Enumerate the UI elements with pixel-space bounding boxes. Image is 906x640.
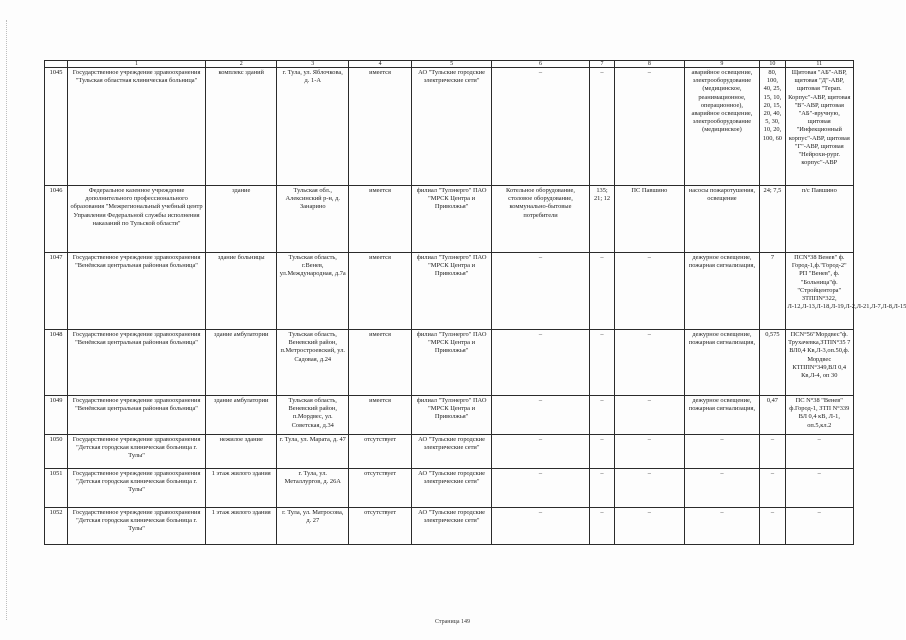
power-supplier: филиал "Тулэнерго" ПАО "МРСК Центра и Приволжья" <box>412 330 492 396</box>
cell-10: 7 <box>760 253 785 330</box>
cell-8: – <box>615 68 684 186</box>
registry-table <box>44 60 906 545</box>
cell-10: – <box>760 435 785 469</box>
cell-11: Щитовая "АБ"-АВР, щитовая "Д"-АВР, щитовая "Терап. Корпус"-АВР, щитовая "В"-АВР, щитовая "АБ"-вручную, щитовая "Инфекционный корпус"-АВР, щитовая "Г"-АВР, щитовая "Нейрохи-рург. корпус"-АВР <box>785 68 853 186</box>
page-number: Страница 149 <box>434 619 471 625</box>
cell-8: ПС Павшино <box>615 186 684 253</box>
cell-10: – <box>760 469 785 508</box>
cell-7: – <box>589 469 614 508</box>
presence-status: отсутствует <box>349 508 412 545</box>
cell-11: ПС N°38 "Венев" ф.Город-1, ЗТП N°339 ВЛ 0,4 кВ, Л-1, оп.5,кл.2 <box>785 396 853 435</box>
cell-9: дежурное освещение, пожарная сигнализация, <box>684 253 760 330</box>
cell-7: 135; 21; 12 <box>589 186 614 253</box>
cell-9: – <box>684 508 760 545</box>
presence-status: имеется <box>349 186 412 253</box>
cell-7: – <box>589 508 614 545</box>
table-row <box>45 186 854 253</box>
power-supplier: филиал "Тулэнерго" ПАО "МРСК Центра и Приволжья" <box>412 186 492 253</box>
cell-9: – <box>684 469 760 508</box>
cell-7: – <box>589 396 614 435</box>
object-type: здание <box>205 186 277 253</box>
address: г. Тула, ул. Марата, д. 47 <box>277 435 349 469</box>
cell-9: – <box>684 435 760 469</box>
cell-11: ПСN°38 Венев" ф. Город-1,ф."Город-2" РП "Венев", ф. "Больница"ф. "Стройцентора" ЗТППN°322, Л-12,Л-13,Л-18,Л-19,Л-2,Л-21,Л-7,Л-8,Л-15 <box>785 253 853 330</box>
address: г. Тула, ул. Яблочкова, д. 1-А <box>277 68 349 186</box>
header-cell: 4 <box>349 61 412 68</box>
institution-name: Государственное учреждение здравоохранения "Венёвская центральная районная больница" <box>68 253 206 330</box>
cell-7: – <box>589 330 614 396</box>
cell-10: 0,47 <box>760 396 785 435</box>
object-type: 1 этаж жилого здания <box>205 469 277 508</box>
address: Тульская обл., Алексинский р-н, д. Занарино <box>277 186 349 253</box>
object-type: нежилое здание <box>205 435 277 469</box>
header-cell: 3 <box>277 61 349 68</box>
cell-7: – <box>589 253 614 330</box>
table-row <box>45 253 854 330</box>
cell-11: – <box>785 508 853 545</box>
cell-8: – <box>615 508 684 545</box>
header-cell: 10 <box>760 61 785 68</box>
address: Тульская область, Веневский район, п.Метростроевский, ул. Садовая, д.24 <box>277 330 349 396</box>
institution-name: Государственное учреждение здравоохранения "Детская городская клиническая больница г. Тулы" <box>68 435 206 469</box>
cell-8: – <box>615 396 684 435</box>
row-number: 1046 <box>45 186 68 253</box>
power-supplier: АО "Тульские городские электрические сети" <box>412 68 492 186</box>
power-supplier: АО "Тульские городские электрические сети" <box>412 508 492 545</box>
institution-name: Государственное учреждение здравоохранения "Венёвская центральная районная больница" <box>68 330 206 396</box>
table-row <box>45 68 854 186</box>
cell-7: – <box>589 68 614 186</box>
cell-8: – <box>615 330 684 396</box>
row-number: 1052 <box>45 508 68 545</box>
presence-status: отсутствует <box>349 469 412 508</box>
power-supplier: АО "Тульские городские электрические сети" <box>412 469 492 508</box>
presence-status: имеется <box>349 396 412 435</box>
header-row <box>45 61 854 68</box>
cell-9: дежурное освещение, пожарная сигнализация, <box>684 330 760 396</box>
header-cell: 8 <box>615 61 684 68</box>
institution-name: Федеральное казенное учреждение дополнительного профессионального образования "Межрегиональный учебный центр Управления Федеральной службы исполнения наказаний по Тульской области" <box>68 186 206 253</box>
cell-6: Котельное оборудование, столовое оборудование, коммунально-бытовые потребители <box>492 186 590 253</box>
header-cell: 1 <box>68 61 206 68</box>
cell-8: – <box>615 253 684 330</box>
presence-status: отсутствует <box>349 435 412 469</box>
table-row <box>45 330 854 396</box>
power-supplier: филиал "Тулэнерго" ПАО "МРСК Центра и Приволжья" <box>412 253 492 330</box>
table-row <box>45 508 854 545</box>
power-supplier: АО "Тульские городские электрические сети" <box>412 435 492 469</box>
cell-9: насосы пожаротушения, освещение <box>684 186 760 253</box>
cell-10: – <box>760 508 785 545</box>
presence-status: имеется <box>349 68 412 186</box>
row-number: 1049 <box>45 396 68 435</box>
cell-8: – <box>615 469 684 508</box>
cell-11: п/с Павшино <box>785 186 853 253</box>
header-cell: 9 <box>684 61 760 68</box>
header-cell: 7 <box>589 61 614 68</box>
row-number: 1048 <box>45 330 68 396</box>
presence-status: имеется <box>349 253 412 330</box>
institution-name: Государственное учреждение здравоохранения "Детская городская клиническая больница г. Тулы" <box>68 469 206 508</box>
cell-9: дежурное освещение, пожарная сигнализация, <box>684 396 760 435</box>
header-cell-num <box>45 61 68 68</box>
cell-6: – <box>492 435 590 469</box>
header-cell: 2 <box>205 61 277 68</box>
header-cell: 5 <box>412 61 492 68</box>
row-number: 1051 <box>45 469 68 508</box>
address: г. Тула, ул. Матросова, д. 27 <box>277 508 349 545</box>
binding-marks <box>6 20 9 620</box>
cell-11: – <box>785 469 853 508</box>
cell-6: – <box>492 68 590 186</box>
header-cell: 6 <box>492 61 590 68</box>
cell-10: 0,575 <box>760 330 785 396</box>
row-number: 1047 <box>45 253 68 330</box>
power-supplier: филиал "Тулэнерго" ПАО "МРСК Центра и Приволжья" <box>412 396 492 435</box>
cell-10: 80, 100, 40, 25, 15, 10, 20, 15, 20, 40, 5, 30, 10, 20, 100, 60 <box>760 68 785 186</box>
cell-9: аварийное освещение, электрооборудование (медицинское, реанимационное, операционное), аварийное освещение, электрооборудование (медицинское) <box>684 68 760 186</box>
institution-name: Государственное учреждение здравоохранения "Венёвская центральная районная больница" <box>68 396 206 435</box>
cell-6: – <box>492 396 590 435</box>
institution-name: Государственное учреждение здравоохранения "Тульская областная клиническая больница" <box>68 68 206 186</box>
cell-6: – <box>492 508 590 545</box>
object-type: здание амбулатории <box>205 396 277 435</box>
address: г. Тула, ул. Металлургов, д. 26А <box>277 469 349 508</box>
institution-name: Государственное учреждение здравоохранения "Детская городская клиническая больница г. Тулы" <box>68 508 206 545</box>
cell-6: – <box>492 330 590 396</box>
cell-7: – <box>589 435 614 469</box>
cell-6: – <box>492 253 590 330</box>
address: Тульская область, г.Венев, ул.Международная, д.7а <box>277 253 349 330</box>
row-number: 1045 <box>45 68 68 186</box>
cell-11: – <box>785 435 853 469</box>
object-type: здание амбулатории <box>205 330 277 396</box>
row-number: 1050 <box>45 435 68 469</box>
table-row <box>45 469 854 508</box>
object-type: 1 этаж жилого здания <box>205 508 277 545</box>
presence-status: имеется <box>349 330 412 396</box>
table-row <box>45 396 854 435</box>
cell-6: – <box>492 469 590 508</box>
cell-10: 24; 7,5 <box>760 186 785 253</box>
header-cell: 11 <box>785 61 853 68</box>
object-type: комплекс зданий <box>205 68 277 186</box>
table-row <box>45 435 854 469</box>
cell-11: ПСN°56"Мордвес"ф. Трухачевка,ЗТПN°35 7 ВЛ0,4 Кв,Л-3,оп.50,ф. Мордвес КТППN°349,ВЛ 0,4 Кв,Л-4, оп 30 <box>785 330 853 396</box>
cell-8: – <box>615 435 684 469</box>
address: Тульская область, Веневский район, п.Мордвес, ул. Советская, д.34 <box>277 396 349 435</box>
object-type: здание больницы <box>205 253 277 330</box>
